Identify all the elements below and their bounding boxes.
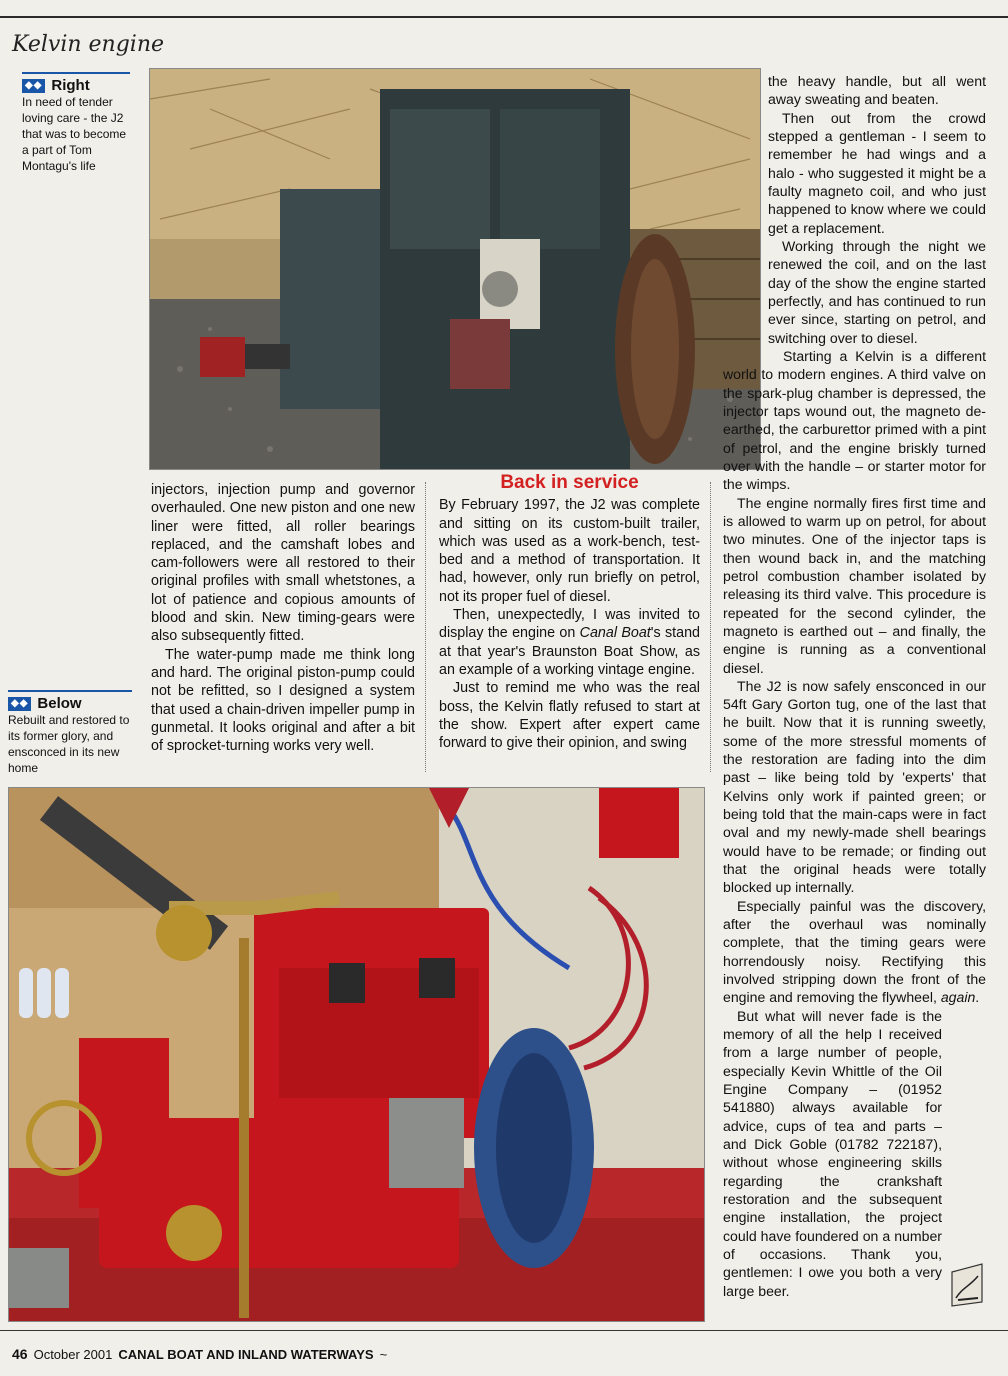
- end-mark-logo: [948, 1262, 986, 1308]
- col2-p2-italic: Canal Boat: [579, 625, 651, 642]
- photo-restored-engine: [8, 787, 705, 1322]
- caption-right-heading: Right: [51, 77, 90, 94]
- old-engine-illustration: [150, 69, 760, 469]
- column-2: [439, 474, 700, 752]
- restored-engine-illustration: [9, 788, 704, 1321]
- col3-p7-text-a: Especially painful was the discovery, after the overhaul was nominally complete, that the timing gears were horrendously noisy. Rectifying this involved stripping down the front of the engine and removing the flywheel,: [723, 897, 986, 1006]
- col3-paragraph-2: Then out from the crowd stepped a gentleman - I seem to remember he had wings and a halo - who suggested it might be a faulty magneto coil, and who just happened to know where we could get a replacement.: [768, 109, 986, 236]
- col1-paragraph-2: The water-pump made me think long and hard. The original piston-pump could not be refitted, so I designed a system that used a chain-driven impeller pump in gunmetal. It looks original and after a bit of sprocket-turning works very well.: [151, 646, 415, 755]
- col3-p7-text-b: .: [975, 989, 980, 1006]
- caption-below-text: Rebuilt and restored to its former glory, and ensconced in its new home: [8, 713, 130, 775]
- column-3: [723, 72, 986, 1300]
- photo-old-engine: [149, 68, 761, 470]
- col3-paragraph-3: Working through the night we renewed the coil, and on the last day of the show the engine started perfectly, and has continued to run ever since, starting on petrol, and switching over to diesel.: [768, 237, 986, 346]
- footer-flourish-icon: ~: [379, 1347, 388, 1362]
- top-rule: [0, 16, 1008, 18]
- caption-below-heading-row: [8, 690, 132, 712]
- col2-p2-text-b: 's stand at that year's Braunston Boat Show, as an example of a working vintage engine.: [439, 625, 700, 678]
- col3-paragraph-4: Starting a Kelvin is a different world to modern engines. A third valve on the spark-plug chamber is depressed, the injector taps wound out, the magneto de-earthed, the carburettor primed with a pint of petrol, and the engine briskly turned over with the handle – or starter motor for the wimps.: [723, 347, 986, 493]
- caption-right-heading-row: [22, 72, 130, 94]
- col3-paragraph-8: But what will never fade is the memory of all the help I received from a large number of people, especially Kevin Whittle of the Oil Engine Company – (01952 541880) always available for advice, cups of tea and parts – and Dick Goble (01782 722187), without whose engineering skills regarding the crankshaft restoration and the subsequent engine installation, the project could have foundered on a number of occasions. Thank you, gentlemen: I owe you both a very large beer.: [723, 1007, 942, 1299]
- caption-right-text: In need of tender loving care - the J2 that was to become a part of Tom Montagu's life: [22, 95, 127, 173]
- col2-paragraph-1: By February 1997, the J2 was complete and sitting on its custom-built trailer, which was used as a work-bench, test-bed and a method of transportation. It had, however, only run briefly on petrol, not its proper fuel of diesel.: [439, 497, 700, 605]
- publication-name: CANAL BOAT AND INLAND WATERWAYS: [118, 1347, 374, 1362]
- column-1: [151, 481, 415, 755]
- caption-below: [8, 690, 132, 776]
- double-arrow-icon: ◆◆: [22, 79, 45, 93]
- double-arrow-icon: ◆◆: [8, 697, 31, 711]
- issue-date: October 2001: [33, 1347, 113, 1362]
- caption-right: [22, 72, 130, 174]
- col3-paragraph-6: The J2 is now safely ensconced in our 54ft Gary Gorton tug, one of the last that he built. Now that it is running sweetly, some of the more stressful moments of the restoration are fading into the dim past – like being told by 'experts' that Kelvins only work if painted green; or being told that the main-caps were in fact oval and my newly-made shell bearings would have to be remade; or finding out that the original heads were totally blocked up internally.: [723, 677, 986, 896]
- col3-paragraph-1: the heavy handle, but all went away sweating and beaten.: [768, 73, 986, 108]
- col1-paragraph-1: injectors, injection pump and governor overhauled. One new piston and one new liner were fitted, all roller bearings replaced, and the camshaft lobes and cam-followers were all restored to their original profiles with small whetstones, a lot of patience and copious amounts of blood and skin. New timing-gears were also subsequently fitted.: [151, 482, 415, 645]
- section-title: Kelvin engine: [12, 32, 165, 57]
- col3-upper: [768, 72, 986, 347]
- column-rule-1: [425, 482, 426, 772]
- footer: [12, 1346, 387, 1362]
- col2-paragraph-3: Just to remind me who was the real boss, the Kelvin flatly refused to start at the show. Expert after expert came forward to give their opinion, and swing: [439, 680, 700, 752]
- col3-p7-italic: again: [940, 989, 976, 1006]
- footer-rule: [0, 1330, 1008, 1331]
- column-rule-2: [710, 482, 711, 772]
- col3-paragraph-7: [723, 897, 986, 1007]
- col2-paragraph-2: [439, 606, 700, 679]
- col3-paragraph-5: The engine normally fires first time and is allowed to warm up on petrol, for about two minutes. One of the injector taps is then wound back in, and the matching petrol combustion chamber isolated by releasing its third valve. This procedure is repeated for the second cylinder, the magneto is earthed out – and finally, the engine is running as a conventional diesel.: [723, 494, 986, 676]
- page-number: 46: [12, 1346, 28, 1362]
- caption-below-heading: Below: [37, 695, 82, 712]
- subheading-back-in-service: Back in service: [500, 472, 639, 493]
- end-mark-icon: [948, 1262, 986, 1308]
- col2-p2-text-a: Then, unexpectedly, I was invited to display the engine on: [439, 607, 700, 642]
